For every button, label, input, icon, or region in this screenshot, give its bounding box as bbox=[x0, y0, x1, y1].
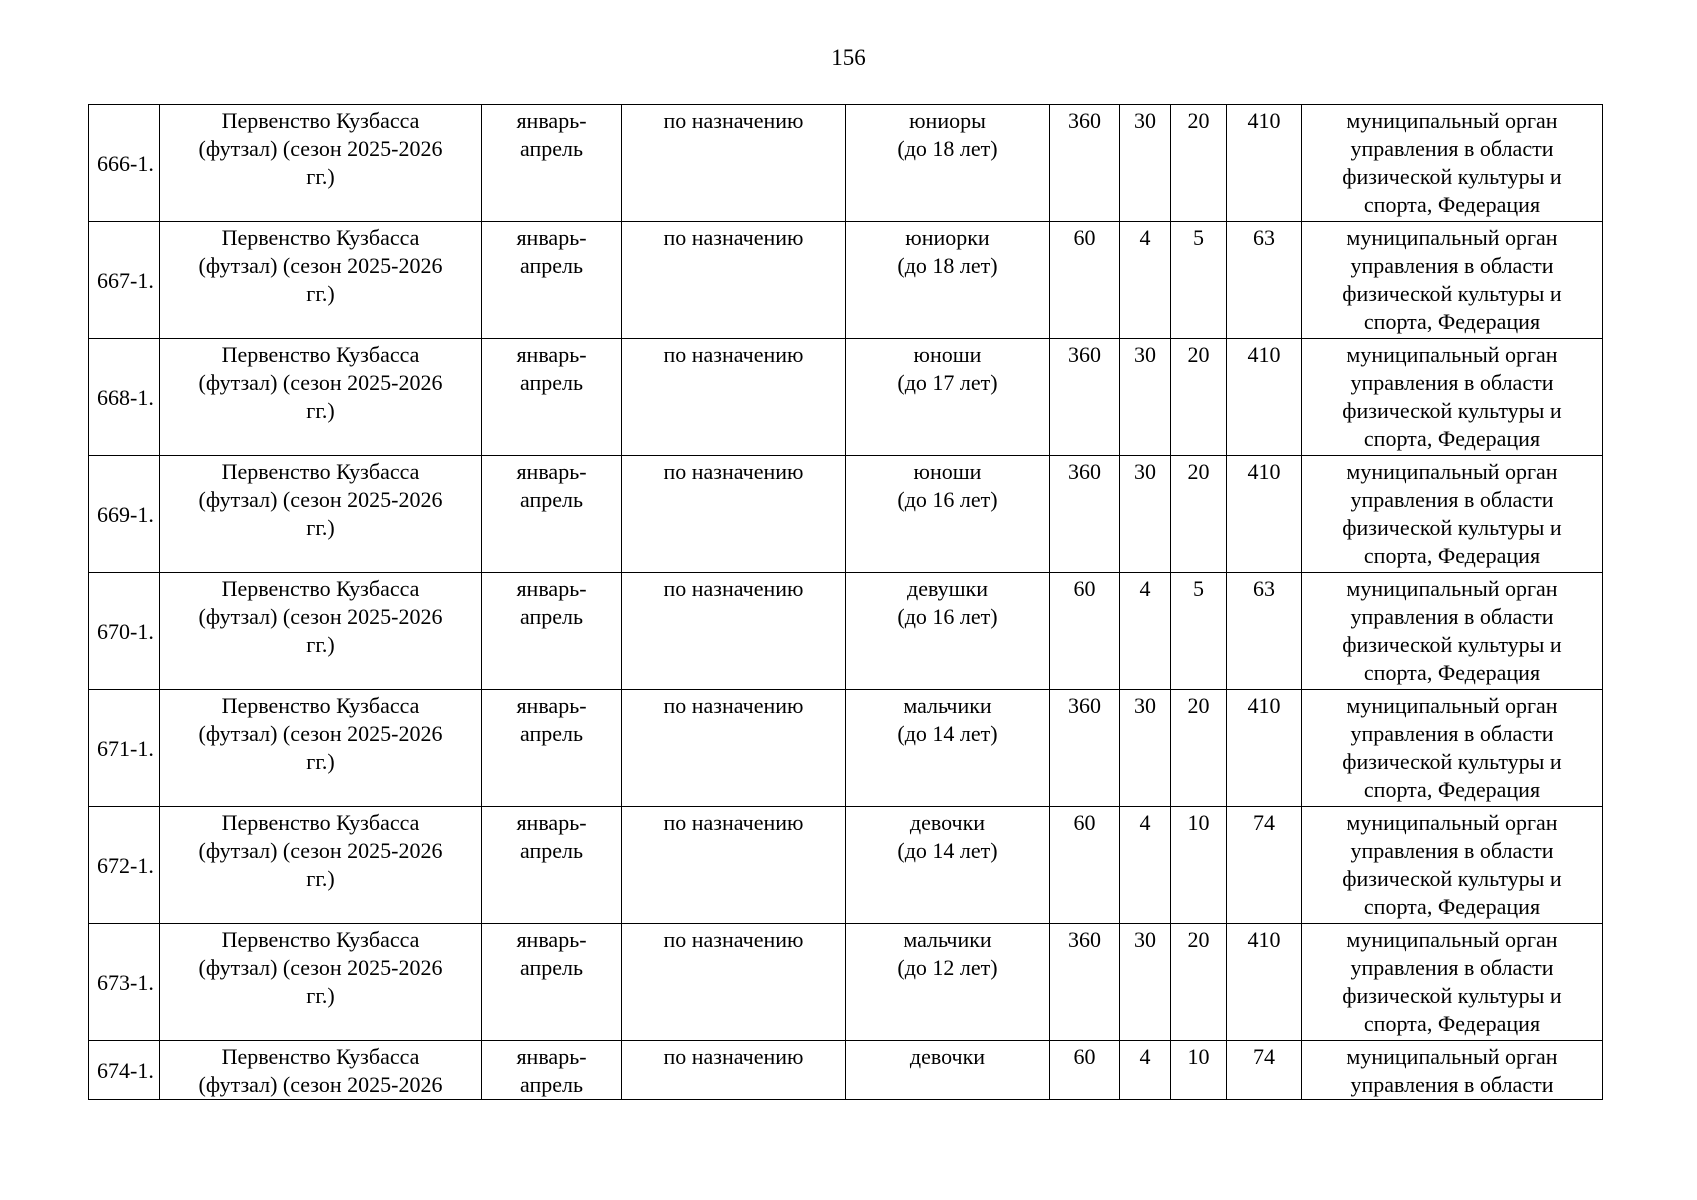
dates-line: январь- bbox=[516, 927, 587, 952]
count-cell-1: 60 bbox=[1050, 807, 1120, 924]
entry-number-cell: 672-1. bbox=[89, 807, 160, 924]
dates-line: январь- bbox=[516, 1044, 587, 1069]
count-cell-2: 30 bbox=[1120, 690, 1171, 807]
organizer-line: спорта, Федерация bbox=[1363, 777, 1541, 802]
organizer-line: муниципальный орган bbox=[1346, 225, 1558, 250]
venue-cell: по назначению bbox=[622, 807, 846, 924]
dates-cell bbox=[482, 807, 622, 924]
category-line: (до 17 лет) bbox=[897, 370, 998, 395]
organizer-line: управления в области bbox=[1350, 136, 1554, 161]
category-cell bbox=[846, 222, 1050, 339]
event-name-cell bbox=[160, 573, 482, 690]
organizer-cell bbox=[1302, 573, 1603, 690]
organizer-cell bbox=[1302, 807, 1603, 924]
venue-cell: по назначению bbox=[622, 456, 846, 573]
count-cell-1: 360 bbox=[1050, 339, 1120, 456]
organizer-line: муниципальный орган bbox=[1346, 576, 1558, 601]
entry-number-cell: 667-1. bbox=[89, 222, 160, 339]
count-cell-1: 360 bbox=[1050, 105, 1120, 222]
organizer-cell bbox=[1302, 222, 1603, 339]
count-cell-3: 20 bbox=[1171, 339, 1227, 456]
organizer-line: физической культуры и bbox=[1342, 398, 1562, 423]
category-line: девочки bbox=[909, 810, 986, 835]
event-name-cell bbox=[160, 690, 482, 807]
organizer-line: управления в области bbox=[1350, 253, 1554, 278]
count-cell-3: 20 bbox=[1171, 924, 1227, 1041]
count-cell-1: 360 bbox=[1050, 456, 1120, 573]
category-cell bbox=[846, 690, 1050, 807]
dates-line: январь- bbox=[516, 225, 587, 250]
organizer-line: управления в области bbox=[1350, 1072, 1554, 1097]
table-row bbox=[89, 924, 1603, 1041]
organizer-cell bbox=[1302, 690, 1603, 807]
organizer-line: спорта, Федерация bbox=[1363, 426, 1541, 451]
category-line: юниорки bbox=[905, 225, 990, 250]
count-cell-3: 20 bbox=[1171, 690, 1227, 807]
category-line: (до 16 лет) bbox=[897, 604, 998, 629]
category-line: девушки bbox=[907, 576, 988, 601]
table-row bbox=[89, 456, 1603, 573]
organizer-line: управления в области bbox=[1350, 604, 1554, 629]
count-total-cell: 74 bbox=[1227, 807, 1302, 924]
event-name-line: гг.) bbox=[306, 164, 335, 189]
category-line: (до 18 лет) bbox=[897, 136, 998, 161]
dates-line: январь- bbox=[516, 810, 587, 835]
dates-line: апрель bbox=[519, 955, 584, 980]
count-cell-3: 5 bbox=[1171, 573, 1227, 690]
dates-cell bbox=[482, 690, 622, 807]
category-cell bbox=[846, 339, 1050, 456]
table-row bbox=[89, 573, 1603, 690]
count-total-cell: 410 bbox=[1227, 690, 1302, 807]
event-name-line: Первенство Кузбасса bbox=[221, 810, 420, 835]
category-line: юноши bbox=[913, 459, 982, 484]
dates-cell bbox=[482, 222, 622, 339]
dates-line: январь- bbox=[516, 459, 587, 484]
page-number: 156 bbox=[831, 45, 866, 70]
event-name-line: (футзал) (сезон 2025-2026 bbox=[198, 604, 443, 629]
organizer-cell bbox=[1302, 1041, 1603, 1100]
entry-number-cell: 668-1. bbox=[89, 339, 160, 456]
event-name-line: (футзал) (сезон 2025-2026 bbox=[198, 370, 443, 395]
table-row bbox=[89, 339, 1603, 456]
category-cell bbox=[846, 924, 1050, 1041]
count-cell-3: 20 bbox=[1171, 105, 1227, 222]
count-total-cell: 410 bbox=[1227, 105, 1302, 222]
category-cell bbox=[846, 456, 1050, 573]
event-name-line: (футзал) (сезон 2025-2026 bbox=[198, 721, 443, 746]
entry-number-cell: 673-1. bbox=[89, 924, 160, 1041]
entry-number-cell: 671-1. bbox=[89, 690, 160, 807]
entry-number-cell: 666-1. bbox=[89, 105, 160, 222]
count-cell-2: 4 bbox=[1120, 573, 1171, 690]
count-total-cell: 410 bbox=[1227, 339, 1302, 456]
organizer-line: спорта, Федерация bbox=[1363, 894, 1541, 919]
table-row bbox=[89, 1041, 1603, 1100]
category-line: (до 14 лет) bbox=[897, 838, 998, 863]
category-cell bbox=[846, 807, 1050, 924]
event-name-line: Первенство Кузбасса bbox=[221, 108, 420, 133]
table-row bbox=[89, 690, 1603, 807]
event-name-line: (футзал) (сезон 2025-2026 bbox=[198, 1072, 443, 1097]
dates-line: январь- bbox=[516, 342, 587, 367]
organizer-line: физической культуры и bbox=[1342, 281, 1562, 306]
organizer-line: физической культуры и bbox=[1342, 632, 1562, 657]
event-name-line: (футзал) (сезон 2025-2026 bbox=[198, 955, 443, 980]
event-name-line: гг.) bbox=[306, 398, 335, 423]
count-cell-2: 30 bbox=[1120, 339, 1171, 456]
events-table bbox=[88, 104, 1603, 1100]
organizer-line: муниципальный орган bbox=[1346, 1044, 1558, 1069]
organizer-line: муниципальный орган bbox=[1346, 459, 1558, 484]
table-row bbox=[89, 222, 1603, 339]
category-line: юноши bbox=[913, 342, 982, 367]
event-name-line: гг.) bbox=[306, 281, 335, 306]
organizer-line: физической культуры и bbox=[1342, 164, 1562, 189]
dates-line: январь- bbox=[516, 576, 587, 601]
category-line: мальчики bbox=[903, 927, 992, 952]
organizer-line: муниципальный орган bbox=[1346, 342, 1558, 367]
category-line: (до 16 лет) bbox=[897, 487, 998, 512]
dates-line: апрель bbox=[519, 721, 584, 746]
category-line: (до 12 лет) bbox=[897, 955, 998, 980]
dates-line: апрель bbox=[519, 487, 584, 512]
event-name-cell bbox=[160, 222, 482, 339]
dates-line: апрель bbox=[519, 370, 584, 395]
count-cell-3: 10 bbox=[1171, 807, 1227, 924]
venue-cell: по назначению bbox=[622, 339, 846, 456]
organizer-line: управления в области bbox=[1350, 838, 1554, 863]
entry-number-cell: 674-1. bbox=[89, 1041, 160, 1100]
event-name-line: Первенство Кузбасса bbox=[221, 342, 420, 367]
organizer-cell bbox=[1302, 924, 1603, 1041]
count-cell-1: 60 bbox=[1050, 1041, 1120, 1100]
organizer-line: физической культуры и bbox=[1342, 749, 1562, 774]
dates-cell bbox=[482, 339, 622, 456]
count-cell-2: 4 bbox=[1120, 222, 1171, 339]
count-cell-1: 60 bbox=[1050, 222, 1120, 339]
organizer-cell bbox=[1302, 456, 1603, 573]
event-name-line: гг.) bbox=[306, 632, 335, 657]
count-cell-1: 60 bbox=[1050, 573, 1120, 690]
event-name-line: гг.) bbox=[306, 866, 335, 891]
category-line: (до 18 лет) bbox=[897, 253, 998, 278]
count-total-cell: 410 bbox=[1227, 924, 1302, 1041]
table-row bbox=[89, 807, 1603, 924]
dates-cell bbox=[482, 105, 622, 222]
organizer-line: управления в области bbox=[1350, 955, 1554, 980]
organizer-line: управления в области bbox=[1350, 370, 1554, 395]
event-name-line: Первенство Кузбасса bbox=[221, 576, 420, 601]
organizer-cell bbox=[1302, 105, 1603, 222]
organizer-line: спорта, Федерация bbox=[1363, 543, 1541, 568]
event-name-cell bbox=[160, 456, 482, 573]
venue-cell: по назначению bbox=[622, 1041, 846, 1100]
venue-cell: по назначению bbox=[622, 924, 846, 1041]
event-name-line: (футзал) (сезон 2025-2026 bbox=[198, 253, 443, 278]
category-line: девочки bbox=[909, 1044, 986, 1069]
organizer-line: спорта, Федерация bbox=[1363, 1011, 1541, 1036]
dates-cell bbox=[482, 924, 622, 1041]
venue-cell: по назначению bbox=[622, 573, 846, 690]
event-name-line: Первенство Кузбасса bbox=[221, 927, 420, 952]
dates-line: апрель bbox=[519, 1072, 584, 1097]
category-cell bbox=[846, 573, 1050, 690]
venue-cell: по назначению bbox=[622, 222, 846, 339]
organizer-line: управления в области bbox=[1350, 487, 1554, 512]
count-total-cell: 63 bbox=[1227, 222, 1302, 339]
count-cell-2: 30 bbox=[1120, 105, 1171, 222]
dates-cell bbox=[482, 1041, 622, 1100]
organizer-line: физической культуры и bbox=[1342, 983, 1562, 1008]
event-name-line: (футзал) (сезон 2025-2026 bbox=[198, 487, 443, 512]
organizer-line: управления в области bbox=[1350, 721, 1554, 746]
organizer-line: муниципальный орган bbox=[1346, 108, 1558, 133]
dates-cell bbox=[482, 573, 622, 690]
event-name-line: Первенство Кузбасса bbox=[221, 1044, 420, 1069]
count-cell-3: 5 bbox=[1171, 222, 1227, 339]
dates-line: апрель bbox=[519, 253, 584, 278]
count-cell-3: 10 bbox=[1171, 1041, 1227, 1100]
venue-cell: по назначению bbox=[622, 690, 846, 807]
category-line: юниоры bbox=[909, 108, 986, 133]
dates-line: апрель bbox=[519, 136, 584, 161]
organizer-line: физической культуры и bbox=[1342, 515, 1562, 540]
organizer-line: спорта, Федерация bbox=[1363, 192, 1541, 217]
count-cell-3: 20 bbox=[1171, 456, 1227, 573]
organizer-line: физической культуры и bbox=[1342, 866, 1562, 891]
count-cell-2: 30 bbox=[1120, 456, 1171, 573]
event-name-line: Первенство Кузбасса bbox=[221, 225, 420, 250]
dates-line: январь- bbox=[516, 108, 587, 133]
event-name-line: (футзал) (сезон 2025-2026 bbox=[198, 838, 443, 863]
count-total-cell: 74 bbox=[1227, 1041, 1302, 1100]
count-cell-2: 4 bbox=[1120, 807, 1171, 924]
category-cell bbox=[846, 105, 1050, 222]
category-line: мальчики bbox=[903, 693, 992, 718]
organizer-line: муниципальный орган bbox=[1346, 810, 1558, 835]
count-total-cell: 63 bbox=[1227, 573, 1302, 690]
entry-number-cell: 669-1. bbox=[89, 456, 160, 573]
dates-line: январь- bbox=[516, 693, 587, 718]
entry-number-cell: 670-1. bbox=[89, 573, 160, 690]
dates-line: апрель bbox=[519, 604, 584, 629]
organizer-line: муниципальный орган bbox=[1346, 693, 1558, 718]
event-name-line: гг.) bbox=[306, 983, 335, 1008]
count-cell-2: 4 bbox=[1120, 1041, 1171, 1100]
table-row bbox=[89, 105, 1603, 222]
event-name-cell bbox=[160, 807, 482, 924]
category-cell bbox=[846, 1041, 1050, 1100]
count-cell-1: 360 bbox=[1050, 924, 1120, 1041]
venue-cell: по назначению bbox=[622, 105, 846, 222]
count-cell-1: 360 bbox=[1050, 690, 1120, 807]
count-total-cell: 410 bbox=[1227, 456, 1302, 573]
event-name-line: (футзал) (сезон 2025-2026 bbox=[198, 136, 443, 161]
event-name-line: гг.) bbox=[306, 515, 335, 540]
event-name-cell bbox=[160, 339, 482, 456]
dates-line: апрель bbox=[519, 838, 584, 863]
organizer-line: спорта, Федерация bbox=[1363, 309, 1541, 334]
category-line: (до 14 лет) bbox=[897, 721, 998, 746]
organizer-cell bbox=[1302, 339, 1603, 456]
event-name-line: гг.) bbox=[306, 749, 335, 774]
dates-cell bbox=[482, 456, 622, 573]
event-name-line: Первенство Кузбасса bbox=[221, 693, 420, 718]
event-name-cell bbox=[160, 924, 482, 1041]
event-name-cell bbox=[160, 105, 482, 222]
organizer-line: муниципальный орган bbox=[1346, 927, 1558, 952]
event-name-line: Первенство Кузбасса bbox=[221, 459, 420, 484]
count-cell-2: 30 bbox=[1120, 924, 1171, 1041]
organizer-line: спорта, Федерация bbox=[1363, 660, 1541, 685]
event-name-cell bbox=[160, 1041, 482, 1100]
